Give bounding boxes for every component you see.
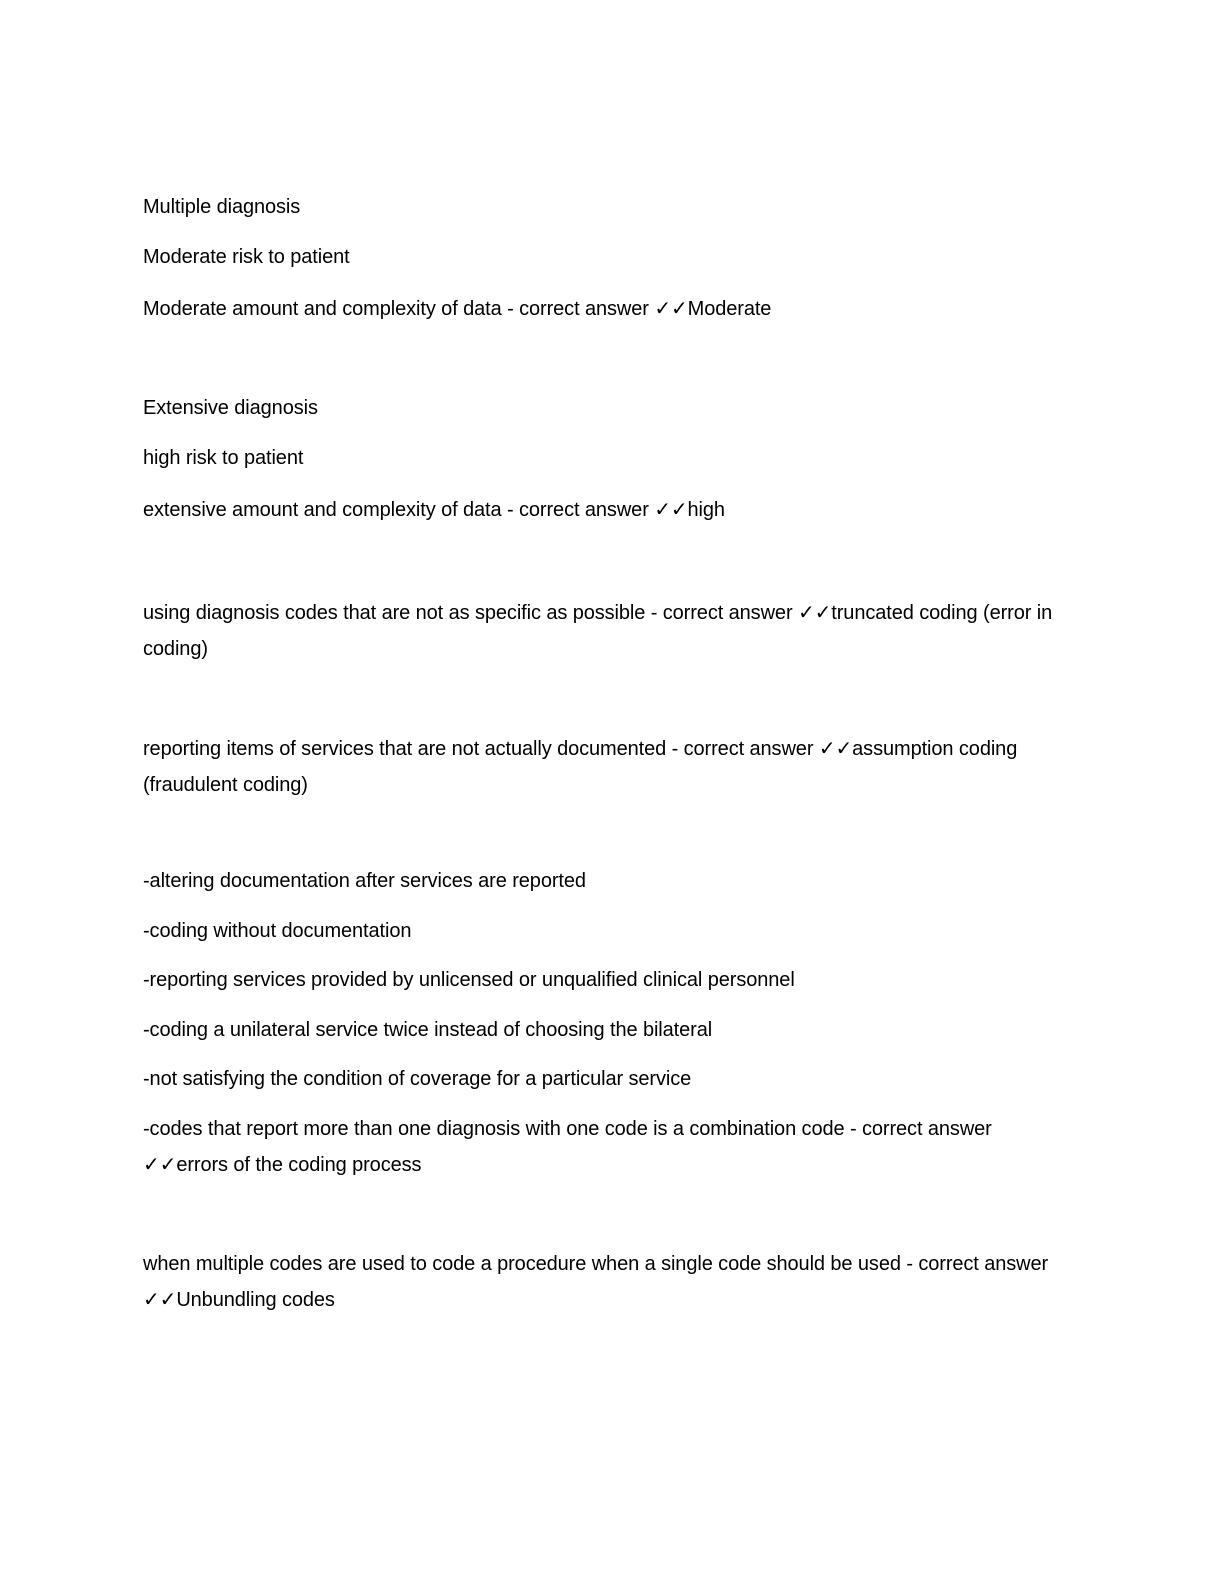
block2-line1: Extensive diagnosis <box>143 397 318 419</box>
block5-line4: -coding a unilateral service twice instead of choosing the bilateral <box>143 1019 713 1041</box>
block1-line1: Multiple diagnosis <box>143 196 301 218</box>
block4-paragraph: reporting items of services that are not actually documented - correct answer ✓✓assumption coding (fraudulent coding) <box>143 738 1018 796</box>
block2-line2: high risk to patient <box>143 447 304 469</box>
block5-line3: -reporting services provided by unlicensed or unqualified clinical personnel <box>143 969 795 991</box>
block5-line5: -not satisfying the condition of coverage for a particular service <box>143 1068 692 1090</box>
block5-line1: -altering documentation after services are reported <box>143 870 586 892</box>
block5-answer-paragraph: -codes that report more than one diagnosis with one code is a combination code - correct answer ✓✓errors of the coding process <box>143 1118 992 1176</box>
block1-answer-line: Moderate amount and complexity of data - correct answer ✓✓Moderate <box>143 298 772 320</box>
block5-line2: -coding without documentation <box>143 920 412 942</box>
block6-paragraph: when multiple codes are used to code a procedure when a single code should be used - correct answer ✓✓Unbundling codes <box>143 1253 1049 1311</box>
block2-answer-line: extensive amount and complexity of data - correct answer ✓✓high <box>143 499 725 521</box>
block3-paragraph: using diagnosis codes that are not as specific as possible - correct answer ✓✓truncated coding (error in coding) <box>143 602 1053 660</box>
block1-line2: Moderate risk to patient <box>143 246 350 268</box>
